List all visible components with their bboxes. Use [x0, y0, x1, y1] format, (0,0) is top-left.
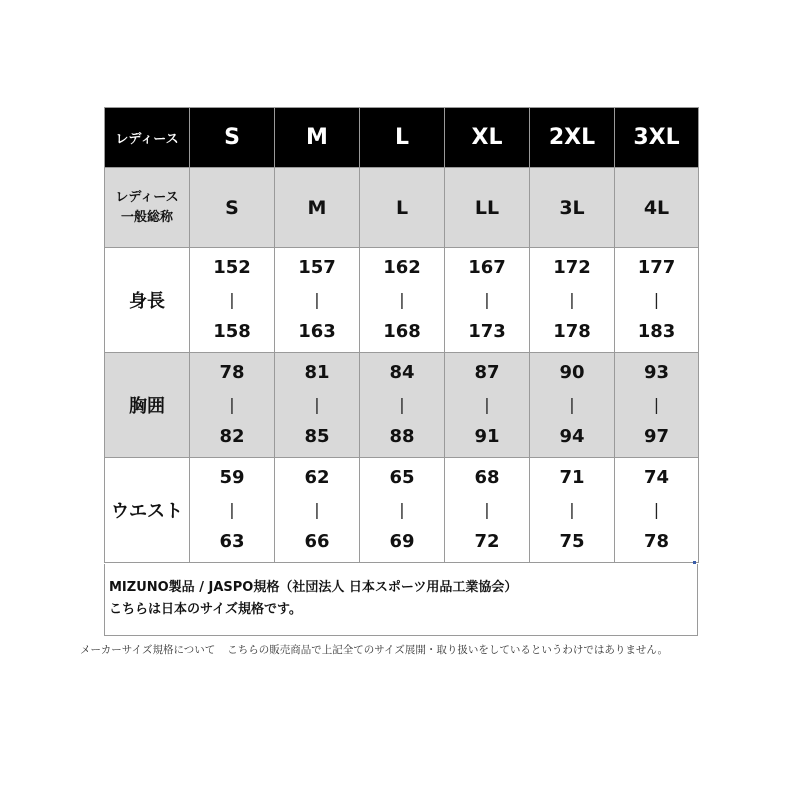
size-chart-table [104, 107, 699, 563]
range-max: 69 [389, 531, 415, 552]
alias-label-line1: レディース [115, 189, 179, 205]
range-separator: | [569, 395, 575, 414]
range-max: 168 [383, 321, 421, 342]
range-max: 97 [643, 426, 670, 447]
range-max: 91 [474, 426, 500, 447]
height-row-label: 身長 [105, 248, 190, 353]
range-max: 82 [219, 426, 245, 447]
waist-cell [275, 458, 360, 563]
range-separator: | [653, 290, 660, 309]
size-header-cell: S [190, 108, 275, 168]
range-separator: | [229, 395, 235, 414]
standards-note-line1: MIZUNO製品 / JASPO規格（社団法人 日本スポーツ用品工業協会） [109, 580, 518, 595]
height-cell [190, 248, 275, 353]
range-separator: | [484, 395, 490, 414]
range-max: 85 [304, 426, 330, 447]
range-max: 158 [213, 321, 251, 342]
range-min: 84 [389, 362, 415, 383]
alias-cell: LL [445, 168, 530, 248]
range-min: 78 [219, 362, 245, 383]
range-separator: | [569, 290, 575, 309]
range-min: 172 [553, 257, 591, 278]
range-min: 87 [474, 362, 500, 383]
size-header-cell: 3XL [615, 108, 699, 168]
range-max: 66 [304, 531, 330, 552]
range-min: 68 [474, 467, 500, 488]
height-cell [445, 248, 530, 353]
range-min: 177 [637, 257, 676, 278]
footer-disclaimer [80, 642, 668, 657]
range-separator: | [653, 500, 660, 519]
waist-cell [530, 458, 615, 563]
range-min: 93 [643, 362, 670, 383]
footer-disclaimer-text: こちらの販売商品で上記全てのサイズ展開・取り扱いをしているというわけではありません。 [227, 644, 669, 656]
range-separator: | [314, 290, 320, 309]
range-min: 162 [383, 257, 421, 278]
chest-cell [190, 353, 275, 458]
range-min: 62 [304, 467, 330, 488]
range-max: 88 [389, 426, 415, 447]
range-max: 72 [474, 531, 500, 552]
size-header-cell: 2XL [530, 108, 615, 168]
size-header-cell: XL [445, 108, 530, 168]
size-header-cell: M [275, 108, 360, 168]
alias-cell: L [360, 168, 445, 248]
range-max: 183 [637, 321, 676, 342]
alias-cell: S [190, 168, 275, 248]
waist-cell [360, 458, 445, 563]
range-max: 94 [559, 426, 585, 447]
range-separator: | [569, 500, 575, 519]
chest-row-label: 胸囲 [105, 353, 190, 458]
range-max: 78 [643, 531, 670, 552]
alias-row-label [105, 168, 190, 248]
range-min: 81 [304, 362, 330, 383]
chest-cell [530, 353, 615, 458]
standards-note-line2: こちらは日本のサイズ規格です。 [109, 602, 302, 617]
range-min: 59 [219, 467, 245, 488]
footer-disclaimer-title: メーカーサイズ規格について [80, 644, 216, 656]
range-separator: | [314, 500, 320, 519]
chest-cell [360, 353, 445, 458]
range-min: 152 [213, 257, 251, 278]
size-header-label: レディース [105, 108, 190, 168]
waist-cell [615, 458, 699, 563]
range-separator: | [399, 500, 405, 519]
alias-cell: M [275, 168, 360, 248]
range-min: 65 [389, 467, 415, 488]
range-min: 157 [298, 257, 336, 278]
height-cell [615, 248, 699, 353]
size-header-row [105, 108, 699, 168]
height-cell [275, 248, 360, 353]
range-separator: | [484, 500, 490, 519]
range-max: 75 [559, 531, 585, 552]
range-separator: | [484, 290, 490, 309]
chest-cell [275, 353, 360, 458]
waist-row-label: ウエスト [105, 458, 190, 563]
waist-cell [190, 458, 275, 563]
height-row [105, 248, 699, 353]
alias-cell: 4L [615, 168, 699, 248]
range-separator: | [399, 290, 405, 309]
height-cell [360, 248, 445, 353]
range-min: 71 [559, 467, 585, 488]
waist-row [105, 458, 699, 563]
range-separator: | [229, 500, 235, 519]
chest-row [105, 353, 699, 458]
alias-cell: 3L [530, 168, 615, 248]
range-max: 163 [298, 321, 336, 342]
range-max: 63 [219, 531, 245, 552]
range-min: 74 [643, 467, 670, 488]
range-separator: | [229, 290, 235, 309]
range-max: 178 [553, 321, 591, 342]
standards-note [104, 564, 698, 636]
waist-cell [445, 458, 530, 563]
alias-row [105, 168, 699, 248]
height-cell [530, 248, 615, 353]
chest-cell [445, 353, 530, 458]
range-min: 167 [468, 257, 506, 278]
range-max: 173 [468, 321, 506, 342]
size-header-cell: L [360, 108, 445, 168]
chest-cell [615, 353, 699, 458]
range-min: 90 [559, 362, 585, 383]
range-separator: | [314, 395, 320, 414]
range-separator: | [653, 395, 660, 414]
alias-label-line2: 一般総称 [120, 209, 173, 225]
range-separator: | [399, 395, 405, 414]
